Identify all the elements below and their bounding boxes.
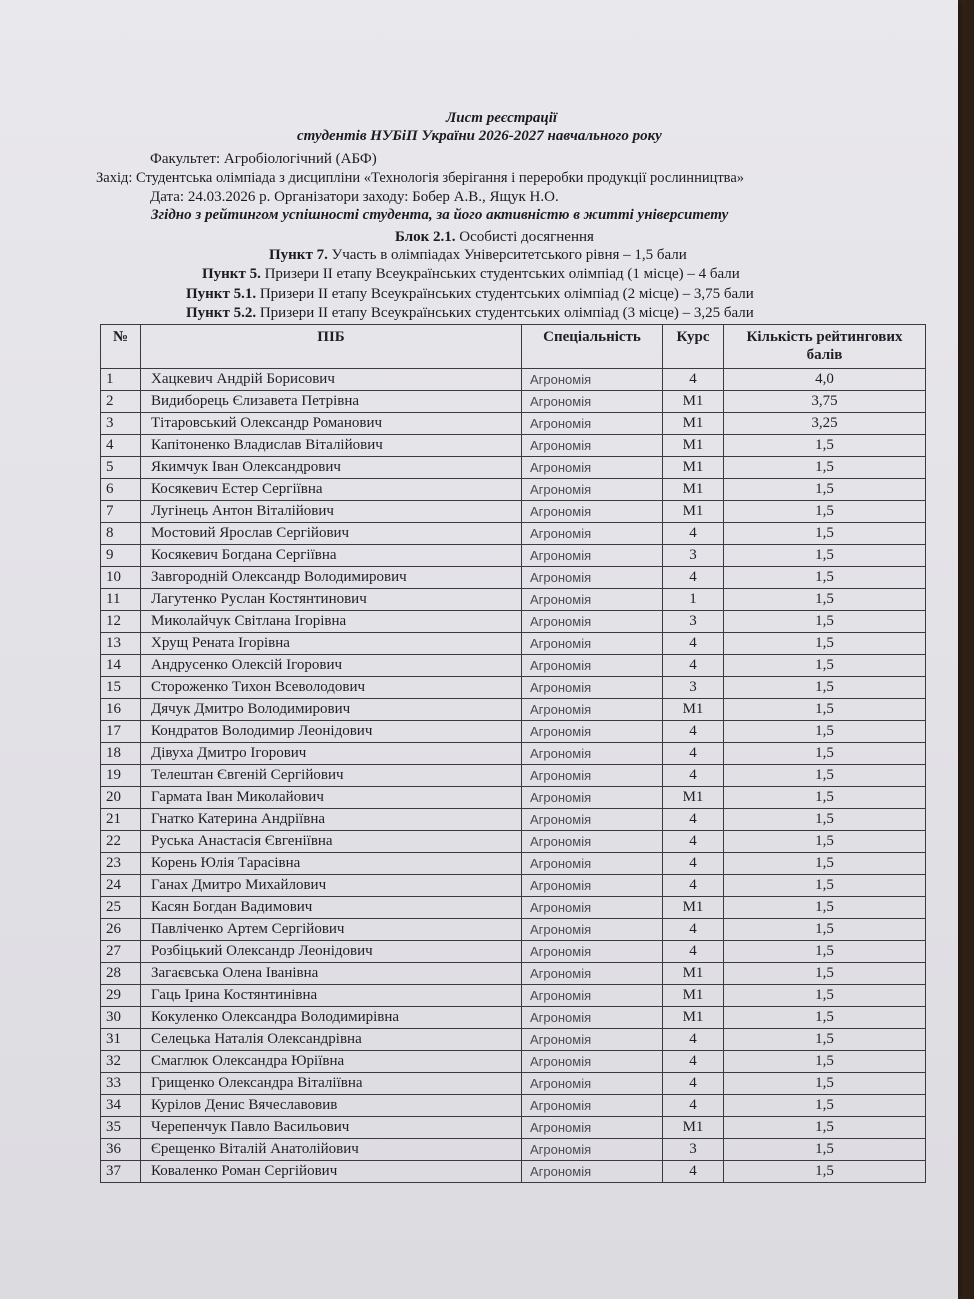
student-name: Розбіцький Олександр Леонідович [141,941,522,963]
specialty: Агрономія [522,457,663,479]
student-name: Селецька Наталія Олександрівна [141,1029,522,1051]
row-number: 3 [101,413,141,435]
title-line-1: Лист реєстрації [446,110,558,126]
header-specialty: Спеціальність [522,325,663,369]
student-name: Дівуха Дмитро Ігорович [141,743,522,765]
row-number: 25 [101,897,141,919]
student-name: Мостовий Ярослав Сергійович [141,523,522,545]
rating-score: 1,5 [724,457,926,479]
course: М1 [663,391,724,413]
specialty: Агрономія [522,985,663,1007]
table-row [101,369,926,391]
header-score: Кількість рейтингових балів [724,325,926,369]
specialty: Агрономія [522,369,663,391]
row-number: 14 [101,655,141,677]
row-number: 10 [101,567,141,589]
point-text: Участь в олімпіадах Університетського рівня – 1,5 бали [327,247,687,263]
row-number: 7 [101,501,141,523]
table-header-row [101,325,926,369]
point-label: Пункт 5. [202,266,261,282]
rating-score: 1,5 [724,787,926,809]
row-number: 31 [101,1029,141,1051]
table-row [101,831,926,853]
row-number: 8 [101,523,141,545]
table-row [101,809,926,831]
course: М1 [663,1117,724,1139]
block-label: Блок 2.1. [395,229,456,245]
table-row [101,611,926,633]
student-name: Загаєвська Олена Іванівна [141,963,522,985]
rating-score: 1,5 [724,677,926,699]
specialty: Агрономія [522,567,663,589]
table-row [101,545,926,567]
rating-score: 3,25 [724,413,926,435]
rating-score: 1,5 [724,809,926,831]
student-name: Лугінець Антон Віталійович [141,501,522,523]
student-name: Корень Юлія Тарасівна [141,853,522,875]
student-name: Ганах Дмитро Михайлович [141,875,522,897]
row-number: 5 [101,457,141,479]
row-number: 34 [101,1095,141,1117]
student-name: Черепенчук Павло Васильович [141,1117,522,1139]
point-label: Пункт 5.1. [186,286,257,302]
specialty: Агрономія [522,721,663,743]
specialty: Агрономія [522,523,663,545]
specialty: Агрономія [522,501,663,523]
course: М1 [663,897,724,919]
specialty: Агрономія [522,545,663,567]
table-row [101,677,926,699]
row-number: 20 [101,787,141,809]
course: 4 [663,567,724,589]
rating-score: 1,5 [724,985,926,1007]
student-name: Косякевич Богдана Сергіївна [141,545,522,567]
table-row [101,963,926,985]
specialty: Агрономія [522,1051,663,1073]
table-row [101,1029,926,1051]
specialty: Агрономія [522,853,663,875]
table-row [101,633,926,655]
course: 4 [663,765,724,787]
table-body [101,369,926,1183]
course: 4 [663,721,724,743]
course: 4 [663,1051,724,1073]
course: 3 [663,611,724,633]
row-number: 16 [101,699,141,721]
table-row [101,985,926,1007]
rating-score: 1,5 [724,1139,926,1161]
course: 4 [663,523,724,545]
student-name: Коваленко Роман Сергійович [141,1161,522,1183]
student-name: Андрусенко Олексій Ігорович [141,655,522,677]
course: М1 [663,413,724,435]
course: 4 [663,831,724,853]
rating-score: 1,5 [724,897,926,919]
rating-score: 1,5 [724,765,926,787]
title-line-2: студентів НУБіП України 2026-2027 навчального року [297,128,662,144]
specialty: Агрономія [522,677,663,699]
specialty: Агрономія [522,435,663,457]
rating-score: 3,75 [724,391,926,413]
specialty: Агрономія [522,1073,663,1095]
rating-score: 1,5 [724,699,926,721]
rating-score: 1,5 [724,1007,926,1029]
point-5-line [202,266,740,283]
row-number: 9 [101,545,141,567]
student-name: Руська Анастасія Євгеніївна [141,831,522,853]
row-number: 15 [101,677,141,699]
row-number: 19 [101,765,141,787]
table-row [101,1007,926,1029]
header-course: Курс [663,325,724,369]
table-row [101,655,926,677]
student-name: Видиборець Єлизавета Петрівна [141,391,522,413]
specialty: Агрономія [522,765,663,787]
block-line [395,229,594,246]
specialty: Агрономія [522,809,663,831]
point-5-1-line [186,286,754,303]
course: 3 [663,677,724,699]
table-row [101,523,926,545]
rating-score: 1,5 [724,875,926,897]
table-row [101,457,926,479]
block-text: Особисті досягнення [455,229,594,245]
rating-score: 1,5 [724,1051,926,1073]
specialty: Агрономія [522,611,663,633]
rating-score: 1,5 [724,633,926,655]
rating-score: 1,5 [724,1095,926,1117]
point-text: Призери ІІ етапу Всеукраїнських студентських олімпіад (1 місце) – 4 бали [260,266,740,282]
rating-score: 1,5 [724,1161,926,1183]
student-name: Грищенко Олександра Віталіївна [141,1073,522,1095]
row-number: 13 [101,633,141,655]
rating-score: 1,5 [724,743,926,765]
specialty: Агрономія [522,919,663,941]
rating-score: 1,5 [724,1073,926,1095]
table-row [101,743,926,765]
student-name: Капітоненко Владислав Віталійович [141,435,522,457]
table-row [101,699,926,721]
specialty: Агрономія [522,655,663,677]
course: М1 [663,435,724,457]
row-number: 30 [101,1007,141,1029]
date-organizers-line: Дата: 24.03.2026 р. Організатори заходу: Бобер А.В., Ящук Н.О. [150,189,559,205]
course: 4 [663,853,724,875]
rating-score: 1,5 [724,545,926,567]
specialty: Агрономія [522,699,663,721]
point-label: Пункт 5.2. [186,305,257,321]
table-row [101,721,926,743]
course: 1 [663,589,724,611]
student-name: Смаглюк Олександра Юріївна [141,1051,522,1073]
table-row [101,919,926,941]
rating-score: 1,5 [724,567,926,589]
rating-score: 1,5 [724,721,926,743]
table-row [101,941,926,963]
course: М1 [663,699,724,721]
student-name: Єрещенко Віталій Анатолійович [141,1139,522,1161]
student-name: Кондратов Володимир Леонідович [141,721,522,743]
table-row [101,897,926,919]
rating-note: Згідно з рейтингом успішності студента, за його активністю в житті університету [151,207,729,223]
course: 3 [663,1139,724,1161]
student-name: Гнатко Катерина Андріївна [141,809,522,831]
student-name: Завгородній Олександр Володимирович [141,567,522,589]
table-row [101,1161,926,1183]
course: М1 [663,787,724,809]
course: 4 [663,743,724,765]
registration-table [100,324,926,1183]
specialty: Агрономія [522,1161,663,1183]
row-number: 12 [101,611,141,633]
row-number: 22 [101,831,141,853]
student-name: Курілов Денис Вячеславовив [141,1095,522,1117]
table-row [101,479,926,501]
rating-score: 1,5 [724,1029,926,1051]
student-name: Лагутенко Руслан Костянтинович [141,589,522,611]
course: М1 [663,479,724,501]
student-name: Телештан Євгеній Сергійович [141,765,522,787]
specialty: Агрономія [522,1139,663,1161]
student-name: Кокуленко Олександра Володимирівна [141,1007,522,1029]
course: М1 [663,963,724,985]
student-name: Хацкевич Андрій Борисович [141,369,522,391]
row-number: 24 [101,875,141,897]
rating-score: 1,5 [724,919,926,941]
rating-score: 1,5 [724,435,926,457]
student-name: Тітаровський Олександр Романович [141,413,522,435]
row-number: 33 [101,1073,141,1095]
course: М1 [663,985,724,1007]
table-row [101,589,926,611]
row-number: 32 [101,1051,141,1073]
table-row [101,1139,926,1161]
table-row [101,1051,926,1073]
student-name: Касян Богдан Вадимович [141,897,522,919]
course: 4 [663,1029,724,1051]
student-name: Косякевич Естер Сергіївна [141,479,522,501]
rating-score: 1,5 [724,501,926,523]
table-row [101,875,926,897]
student-name: Стороженко Тихон Всеволодович [141,677,522,699]
point-label: Пункт 7. [269,247,328,263]
rating-score: 4,0 [724,369,926,391]
specialty: Агрономія [522,413,663,435]
course: 4 [663,809,724,831]
specialty: Агрономія [522,897,663,919]
row-number: 26 [101,919,141,941]
specialty: Агрономія [522,941,663,963]
row-number: 11 [101,589,141,611]
course: 4 [663,875,724,897]
course: 3 [663,545,724,567]
table-row [101,853,926,875]
specialty: Агрономія [522,963,663,985]
student-name: Гармата Іван Миколайович [141,787,522,809]
header-num: № [101,325,141,369]
specialty: Агрономія [522,875,663,897]
specialty: Агрономія [522,831,663,853]
specialty: Агрономія [522,391,663,413]
specialty: Агрономія [522,479,663,501]
student-name: Павліченко Артем Сергійович [141,919,522,941]
course: 4 [663,1095,724,1117]
student-name: Гаць Ірина Костянтинівна [141,985,522,1007]
rating-score: 1,5 [724,655,926,677]
point-text: Призери ІІ етапу Всеукраїнських студентських олімпіад (3 місце) – 3,25 бали [256,305,754,321]
row-number: 21 [101,809,141,831]
point-5-2-line [186,305,754,322]
row-number: 4 [101,435,141,457]
event-line: Захід: Студентська олімпіада з дисципліни «Технологія зберігання і переробки продукції рослинництва» [96,170,745,186]
rating-score: 1,5 [724,963,926,985]
rating-score: 1,5 [724,853,926,875]
course: М1 [663,1007,724,1029]
row-number: 23 [101,853,141,875]
rating-score: 1,5 [724,589,926,611]
table-row [101,1095,926,1117]
rating-score: 1,5 [724,479,926,501]
rating-score: 1,5 [724,831,926,853]
rating-score: 1,5 [724,523,926,545]
rating-score: 1,5 [724,611,926,633]
row-number: 1 [101,369,141,391]
table-row [101,567,926,589]
table-row [101,435,926,457]
course: 4 [663,369,724,391]
row-number: 17 [101,721,141,743]
specialty: Агрономія [522,1117,663,1139]
student-name: Хрущ Рената Ігорівна [141,633,522,655]
row-number: 37 [101,1161,141,1183]
specialty: Агрономія [522,743,663,765]
faculty-line: Факультет: Агробіологічний (АБФ) [150,151,377,167]
specialty: Агрономія [522,589,663,611]
table-row [101,391,926,413]
rating-score: 1,5 [724,941,926,963]
specialty: Агрономія [522,1007,663,1029]
course: 4 [663,655,724,677]
row-number: 28 [101,963,141,985]
table-row [101,1117,926,1139]
row-number: 36 [101,1139,141,1161]
row-number: 35 [101,1117,141,1139]
course: 4 [663,633,724,655]
course: М1 [663,457,724,479]
row-number: 6 [101,479,141,501]
specialty: Агрономія [522,633,663,655]
table-row [101,1073,926,1095]
table-row [101,501,926,523]
course: 4 [663,1161,724,1183]
rating-score: 1,5 [724,1117,926,1139]
row-number: 2 [101,391,141,413]
student-name: Дячук Дмитро Володимирович [141,699,522,721]
table-row [101,413,926,435]
course: 4 [663,919,724,941]
point-7-line [269,247,687,264]
specialty: Агрономія [522,1029,663,1051]
row-number: 18 [101,743,141,765]
specialty: Агрономія [522,787,663,809]
table-row [101,765,926,787]
row-number: 27 [101,941,141,963]
row-number: 29 [101,985,141,1007]
course: 4 [663,941,724,963]
table-row [101,787,926,809]
point-text: Призери ІІ етапу Всеукраїнських студентських олімпіад (2 місце) – 3,75 бали [256,286,754,302]
course: 4 [663,1073,724,1095]
header-name: ПІБ [141,325,522,369]
specialty: Агрономія [522,1095,663,1117]
student-name: Якимчук Іван Олександрович [141,457,522,479]
student-name: Миколайчук Світлана Ігорівна [141,611,522,633]
course: М1 [663,501,724,523]
